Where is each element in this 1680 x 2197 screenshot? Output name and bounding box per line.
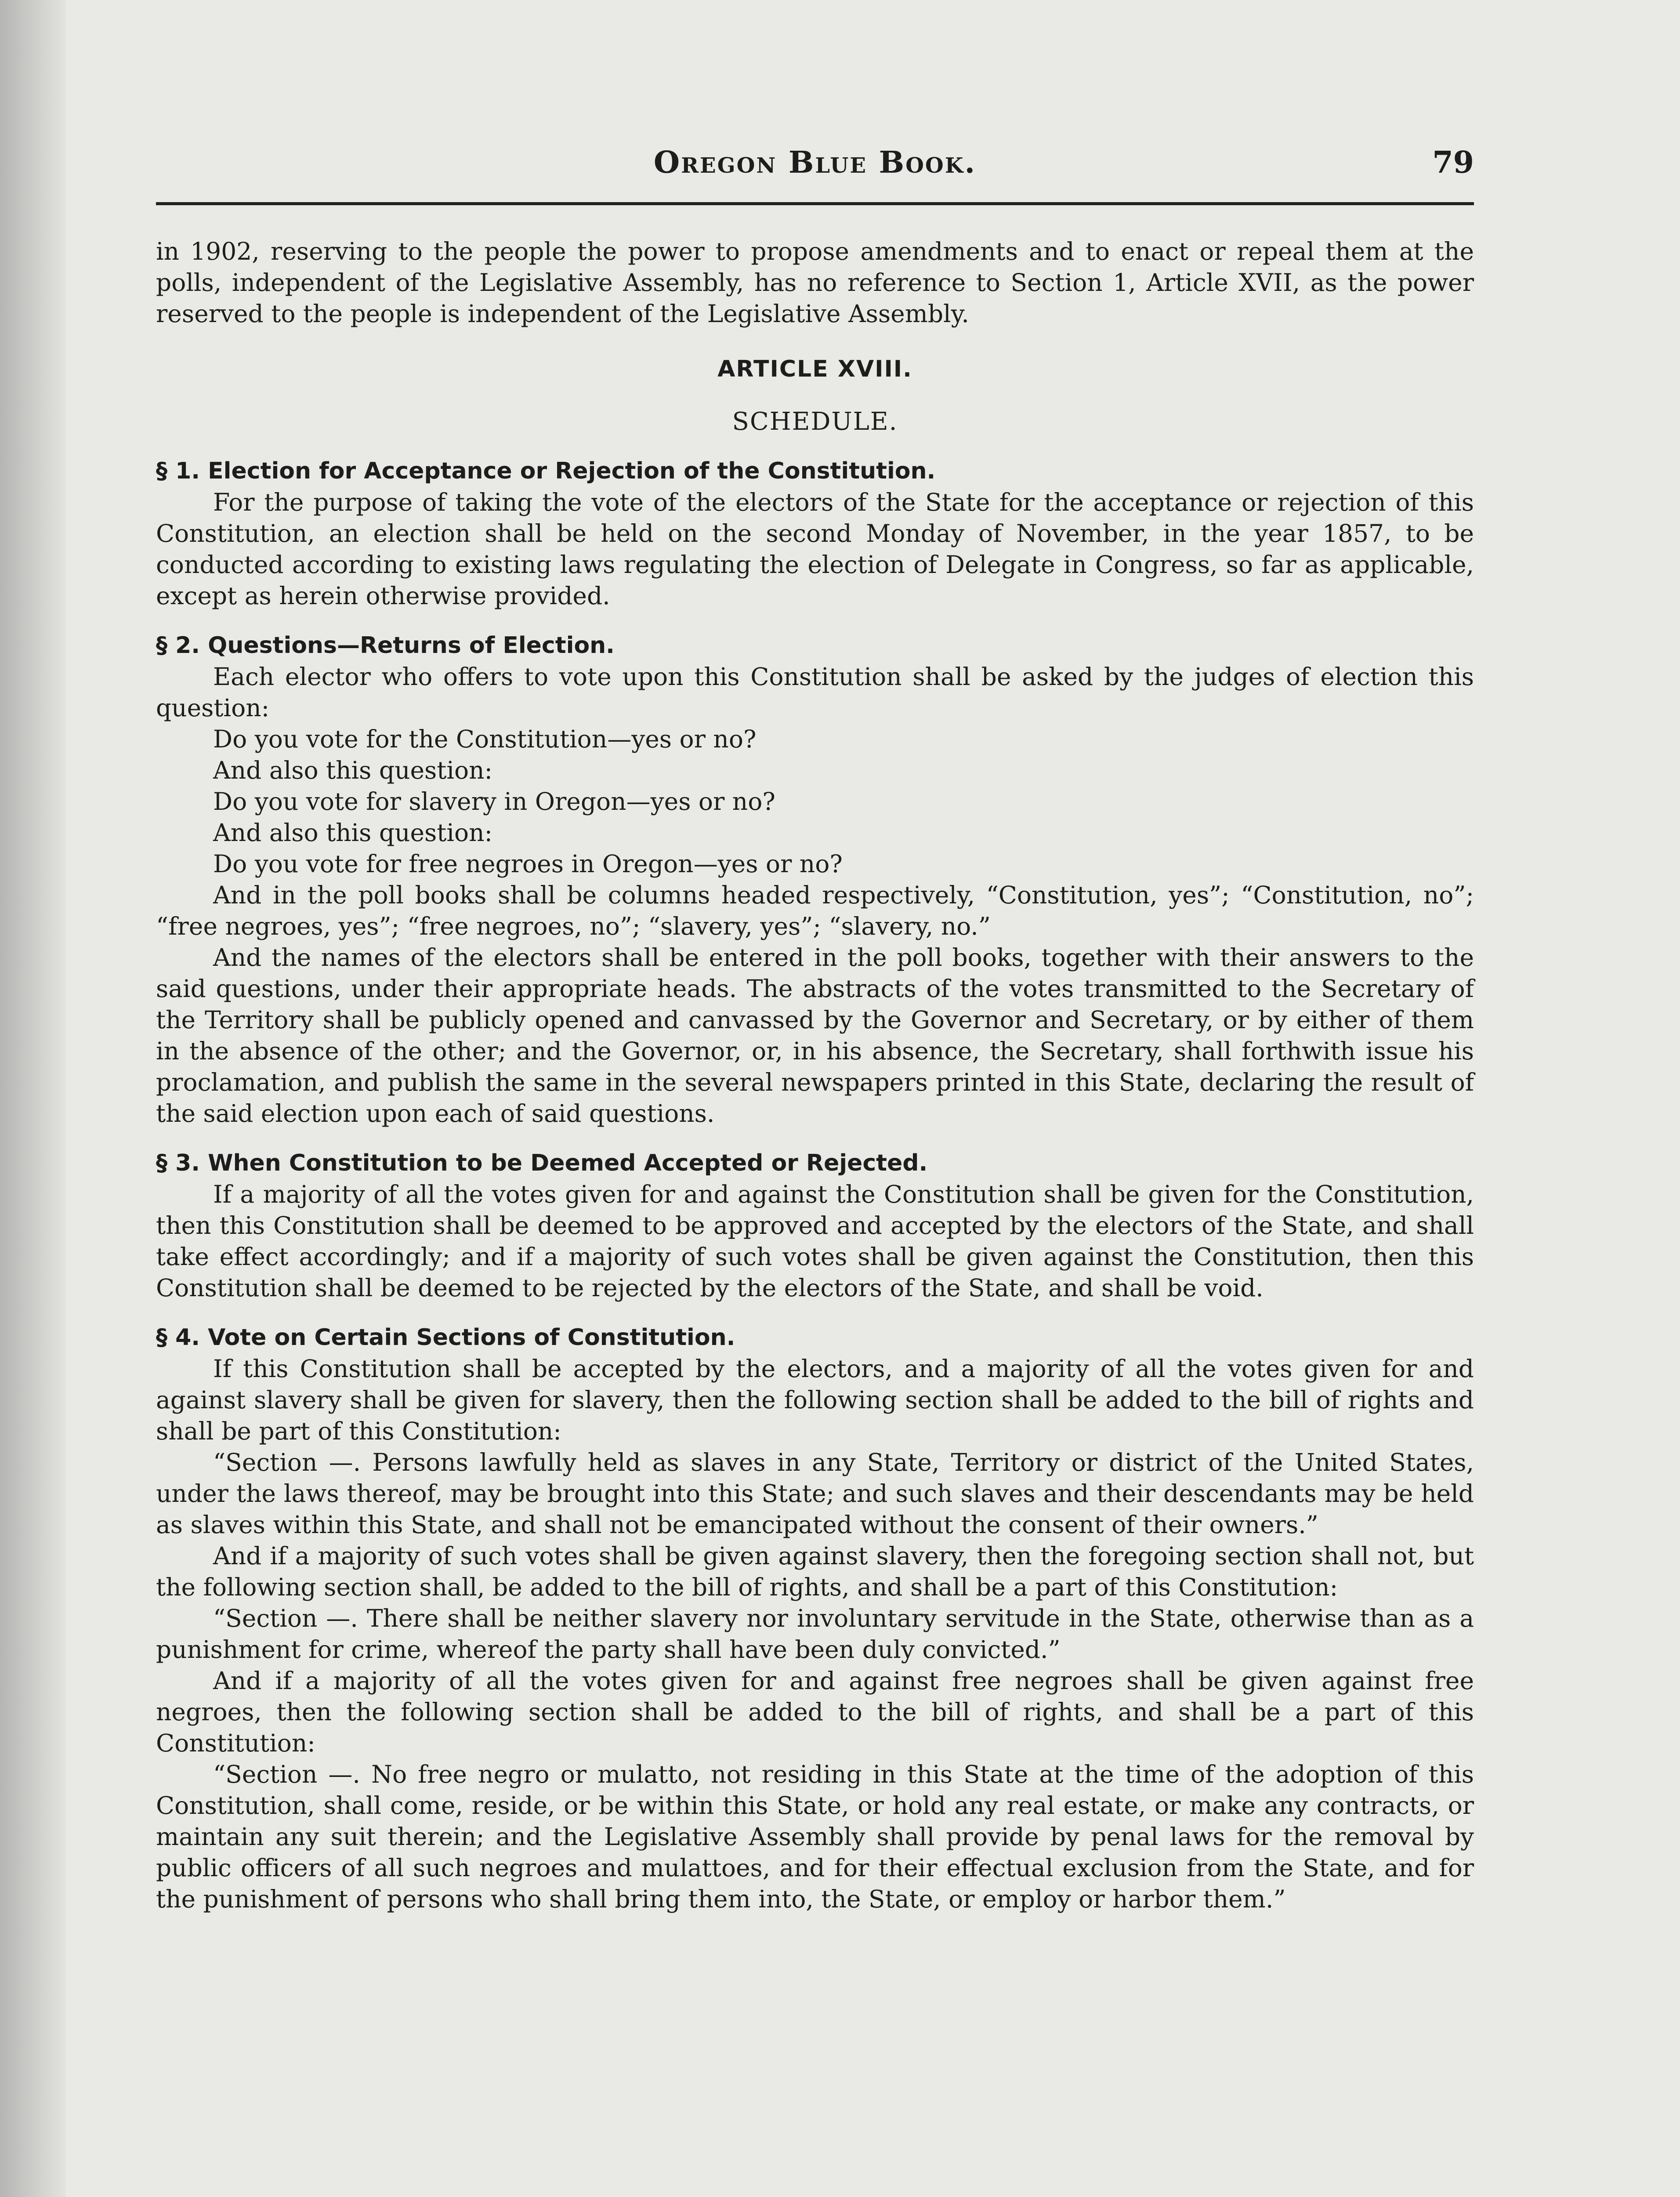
quoted-section-no-slavery: “Section —. There shall be neither slavery nor involuntary servitude in the State, otherwise than as a punishment for crime, whereof the party shall have been duly convicted.” (156, 1604, 1474, 1664)
intro-paragraph: in 1902, reserving to the people the power to propose amendments and to enact or repeal them at the polls, independent of the Legislative Assembly, has no reference to Section 1, Article XVII, as the power reserved to the people is independent of the Legislative Assembly. (156, 237, 1474, 328)
section-4-paragraph: And if a majority of such votes shall be given against slavery, then the foregoing section shall not, but the following section shall, be added to the bill of rights, and shall be a part of this Constitution: (156, 1542, 1474, 1601)
quoted-section-free-negroes: “Section —. No free negro or mulatto, not residing in this State at the time of the adoption of this Constitution, shall come, reside, or be within this State, or hold any real estate, or make any contracts, or maintain any suit therein; and the Legislative Assembly shall provide by penal laws for the removal by public officers of all such negroes and mulattoes, and for their effectual exclusion from the State, and for the punishment of persons who shall bring them into, the State, or employ or harbor them.” (156, 1760, 1474, 1913)
question-free-negroes: Do you vote for free negroes in Oregon—yes or no? (213, 850, 843, 878)
question-constitution: Do you vote for the Constitution—yes or no? (213, 725, 757, 753)
section-4-paragraph: If this Constitution shall be accepted by the electors, and a majority of all the votes given for and against slavery shall be given for slavery, then the following section shall be added to the bill of rights and shall be part of this Constitution: (156, 1355, 1474, 1445)
running-title: Oregon Blue Book. (653, 145, 977, 180)
section-4-heading: § 4. Vote on Certain Sections of Constitution. (156, 1324, 735, 1351)
section-2-paragraph: And the names of the electors shall be entered in the poll books, together with their answers to the said questions, under their appropriate heads. The abstracts of the votes transmitted to the Secretary of the Territory shall be publicly opened and canvassed by the Governor and Secretary, or by either of them in the absence of the other; and the Governor, or, in his absence, the Secretary, shall forthwith issue his proclamation, and publish the same in the several newspapers printed in this State, declaring the result of the said election upon each of said questions. (156, 943, 1474, 1128)
section-3-paragraph: If a majority of all the votes given for and against the Constitution shall be given for the Constitution, then this Constitution shall be deemed to be approved and accepted by the electors of the State, and shall take effect accordingly; and if a majority of such votes shall be given against the Constitution, then this Constitution shall be deemed to be rejected by the electors of the State, and shall be void. (156, 1180, 1474, 1302)
question-slavery: Do you vote for slavery in Oregon—yes or no? (213, 787, 775, 816)
page-body (156, 236, 1474, 1915)
also-this-question: And also this question: (213, 756, 493, 784)
schedule-heading: SCHEDULE. (732, 407, 898, 436)
section-2-paragraph: Each elector who offers to vote upon this Constitution shall be asked by the judges of election this question: (156, 663, 1474, 722)
article-heading: ARTICLE XVIII. (717, 356, 912, 382)
page-content (156, 136, 1474, 1915)
also-this-question: And also this question: (213, 819, 493, 847)
section-1-heading: § 1. Election for Acceptance or Rejection of the Constitution. (156, 458, 936, 484)
section-2-heading: § 2. Questions—Returns of Election. (156, 632, 615, 659)
running-header (156, 136, 1474, 205)
section-2-paragraph: And in the poll books shall be columns headed respectively, “Constitution, yes”; “Constitution, no”; “free negroes, yes”; “free negroes, no”; “slavery, yes”; “slavery, no.” (156, 881, 1474, 940)
section-1-paragraph: For the purpose of taking the vote of the electors of the State for the acceptance or rejection of this Constitution, an election shall be held on the second Monday of November, in the year 1857, to be conducted according to existing laws regulating the election of Delegate in Congress, so far as applicable, except as herein otherwise provided. (156, 488, 1474, 610)
quoted-section-slavery: “Section —. Persons lawfully held as slaves in any State, Territory or district of the United States, under the laws thereof, may be brought into this State; and such slaves and their descendants may be held as slaves within this State, and shall not be emancipated without the consent of their owners.” (156, 1448, 1474, 1539)
page-number: 79 (1432, 145, 1474, 180)
book-gutter-shadow (0, 0, 66, 2197)
section-3-heading: § 3. When Constitution to be Deemed Accepted or Rejected. (156, 1150, 928, 1176)
section-4-paragraph: And if a majority of all the votes given for and against free negroes shall be given against free negroes, then the following section shall be added to the bill of rights, and shall be a part of this Constitution: (156, 1667, 1474, 1757)
